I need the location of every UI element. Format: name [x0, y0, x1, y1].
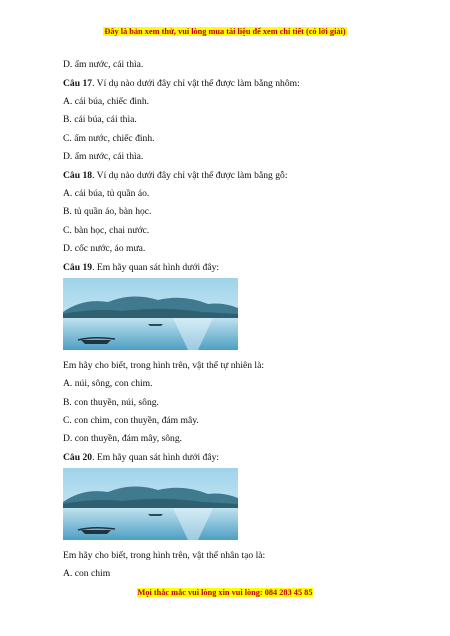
question-prompt: Em hãy cho biết, trong hình trên, vật thể nhân tạo là:: [63, 550, 266, 561]
header-notice: Đây là bản xem thử, vui lòng mua tài liệu để xem chi tiết (có lời giải): [104, 27, 346, 36]
question-17: [63, 78, 300, 90]
question-18: [63, 170, 287, 182]
answer-option: A. con chim: [63, 568, 111, 579]
question-text: . Ví dụ nào dưới đây chỉ vật thể được làm bằng nhôm:: [92, 78, 300, 89]
answer-option: B. con thuyền, núi, sông.: [63, 397, 159, 408]
answer-option: A. cái búa, tủ quần áo.: [63, 188, 150, 199]
question-20: [63, 452, 219, 464]
lake-photo: [63, 468, 238, 540]
answer-option: D. ấm nước, cái thìa.: [63, 151, 144, 162]
question-number: Câu 19: [63, 262, 93, 273]
answer-option: C. con chim, con thuyền, đám mây.: [63, 415, 199, 426]
answer-option: D. cốc nước, áo mưa.: [63, 243, 146, 254]
answer-option: A. cái búa, chiếc đinh.: [63, 96, 150, 107]
question-number: Câu 18: [63, 170, 93, 181]
answer-option: D. ấm nước, cái thìa.: [63, 59, 144, 70]
question-number: Câu 17: [63, 78, 93, 89]
answer-option: B. tủ quần áo, bàn học.: [63, 206, 152, 217]
question-text: . Em hãy quan sát hình dưới đây:: [92, 452, 220, 463]
question-text: . Ví dụ nào dưới đây chỉ vật thể được làm bằng gỗ:: [92, 170, 288, 181]
lake-photo: [63, 278, 238, 350]
footer-notice: Mọi thắc mắc vui lòng xin vui lòng: 084 283 45 85: [137, 588, 313, 597]
answer-option: B. cái búa, cái thìa.: [63, 114, 137, 125]
question-text: . Em hãy quan sát hình dưới đây:: [92, 262, 220, 273]
answer-option: C. ấm nước, chiếc đinh.: [63, 133, 155, 144]
answer-option: C. bàn học, chai nước.: [63, 225, 150, 236]
question-prompt: Em hãy cho biết, trong hình trên, vật thể tự nhiên là:: [63, 360, 265, 371]
answer-option: D. con thuyền, đám mây, sông.: [63, 433, 183, 444]
question-19: [63, 262, 219, 274]
question-number: Câu 20: [63, 452, 93, 463]
answer-option: A. núi, sông, con chim.: [63, 378, 153, 389]
